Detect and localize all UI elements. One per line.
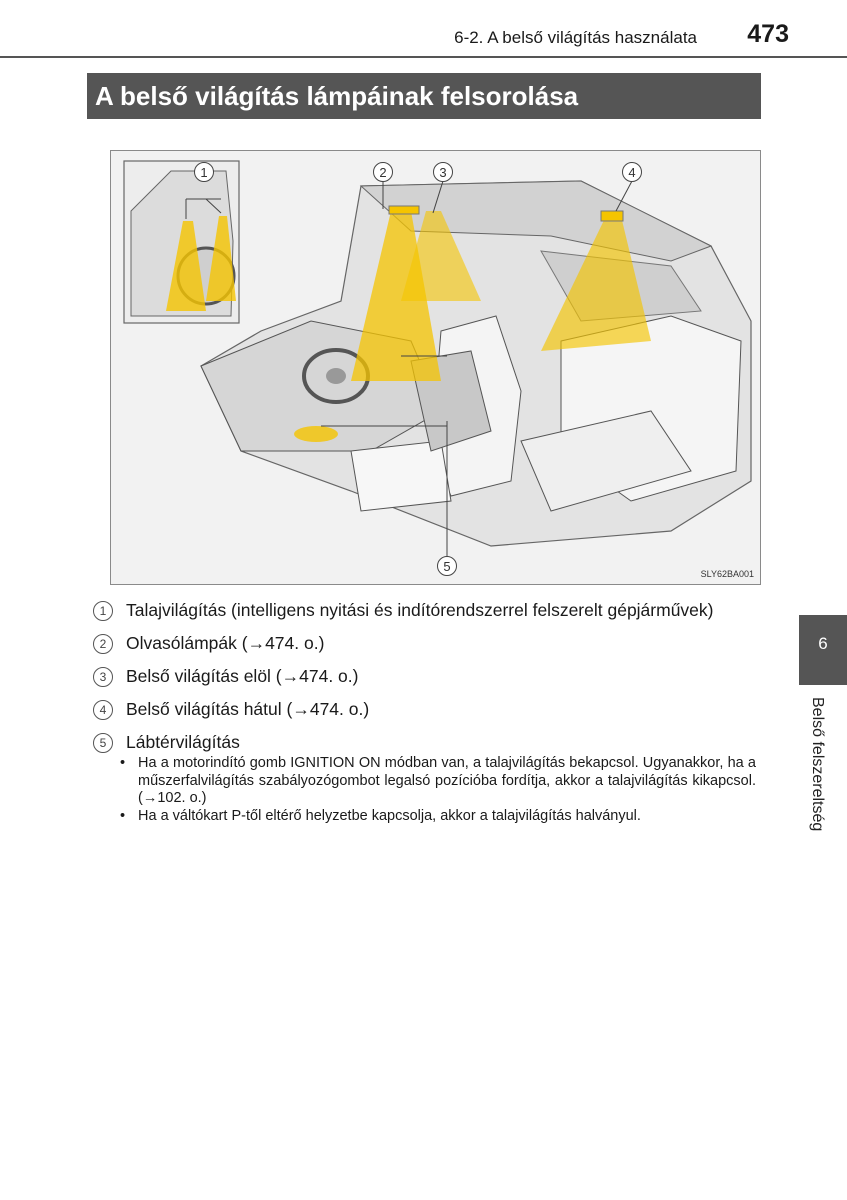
note-text: Ha a motorindító gomb IGNITION ON módban van, a talajvilágítás bekapcsol. Ugyanakkor, ha a műszerfalvilágítás szabályozógombot legalsó pozícióba fordítja, akkor a talajvilágítás kikapcsol. (→102. o.) <box>138 755 756 806</box>
list-item <box>93 693 763 726</box>
callout-3: 3 <box>433 162 453 182</box>
item-number: 3 <box>93 667 113 687</box>
notes <box>120 755 756 825</box>
item-number: 4 <box>93 700 113 720</box>
item-number: 1 <box>93 601 113 621</box>
item-number: 2 <box>93 634 113 654</box>
list-item <box>93 627 763 660</box>
bullet-icon: • <box>120 755 126 771</box>
callout-1: 1 <box>194 162 214 182</box>
note-item <box>120 808 756 826</box>
callout-4: 4 <box>622 162 642 182</box>
item-text: Belső világítás elöl (→474. o.) <box>126 666 359 686</box>
note-item <box>120 755 756 808</box>
bullet-icon: • <box>120 807 126 824</box>
figure-code: SLY62BA001 <box>700 569 754 579</box>
item-text: Belső világítás hátul (→474. o.) <box>126 699 370 719</box>
page-number: 473 <box>747 20 789 48</box>
callout-5: 5 <box>437 556 457 576</box>
item-text: Olvasólámpák (→474. o.) <box>126 633 325 653</box>
interior-lights-figure <box>110 150 761 585</box>
chapter-tab: 6 <box>799 615 847 685</box>
car-interior-illustration <box>111 151 761 585</box>
section-title: A belső világítás lámpáinak felsorolása <box>87 73 761 119</box>
callout-2: 2 <box>373 162 393 182</box>
header-title: 6-2. A belső világítás használata <box>454 28 697 47</box>
note-text: Ha a váltókart P-től eltérő helyzetbe kapcsolja, akkor a talajvilágítás halványul. <box>138 807 641 824</box>
item-text: Lábtérvilágítás <box>126 732 240 752</box>
chapter-label: Belső felszereltség <box>809 697 826 832</box>
list-item <box>93 594 763 627</box>
item-number: 5 <box>93 733 113 753</box>
item-text: Talajvilágítás (intelligens nyitási és indítórendszerrel felszerelt gépjárművek) <box>126 600 714 620</box>
header-divider <box>0 56 847 58</box>
light-list <box>93 594 763 759</box>
list-item <box>93 660 763 693</box>
